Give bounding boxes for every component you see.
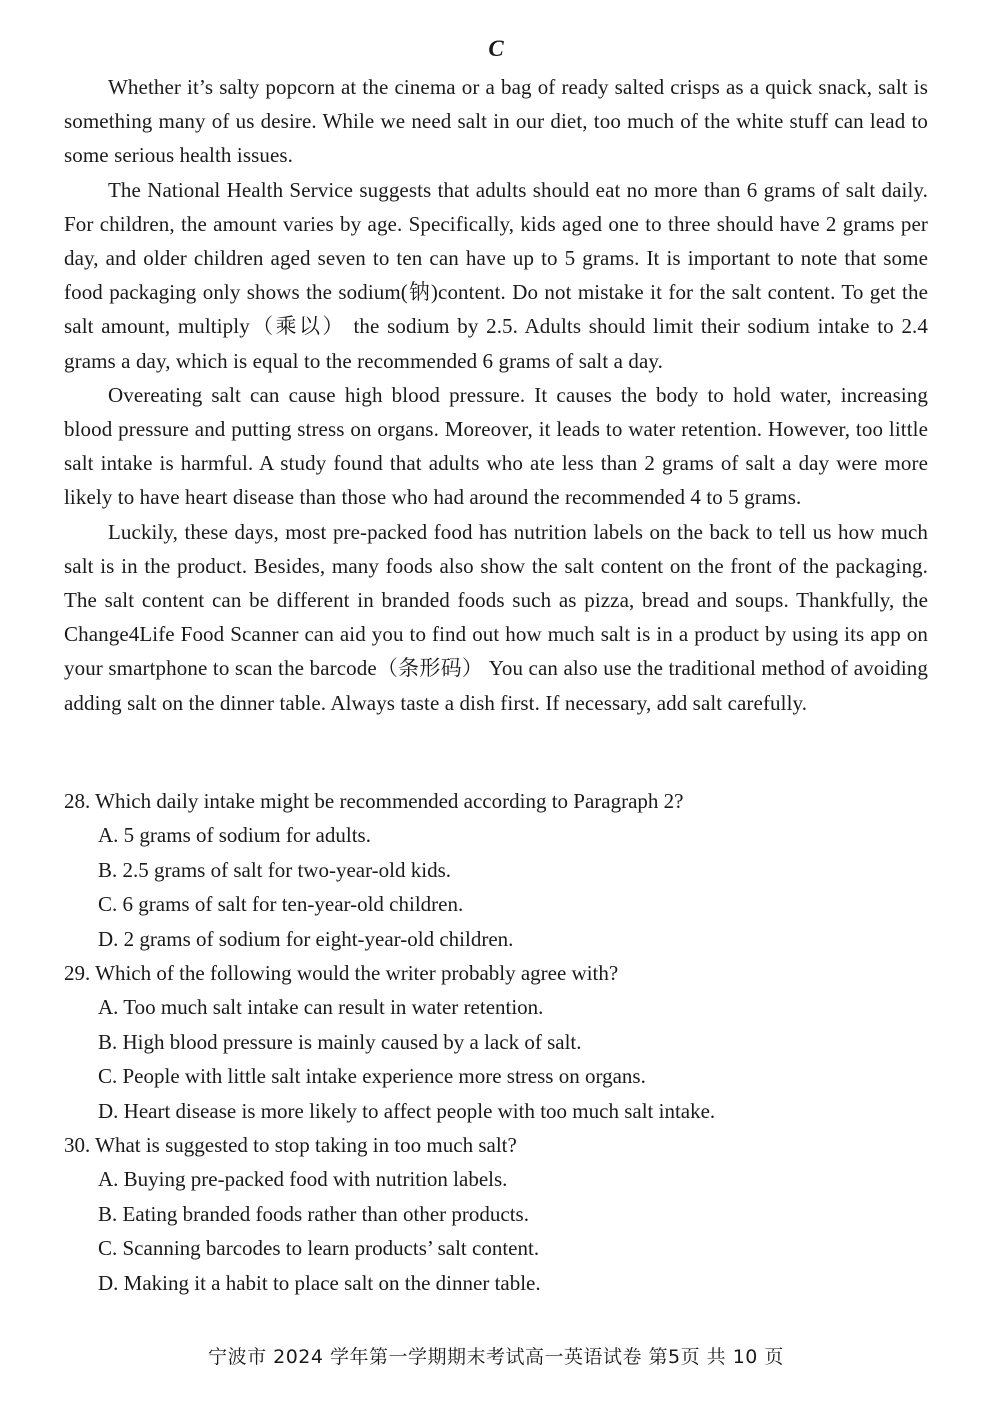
option-c: C. Scanning barcodes to learn products’ salt content. (98, 1236, 540, 1261)
question-stem: 29. Which of the following would the writer probably agree with? (64, 961, 619, 986)
option-a: A. Buying pre-packed food with nutrition labels. (98, 1167, 508, 1192)
passage-paragraph-1: Whether it’s salty popcorn at the cinema or a bag of ready salted crisps as a quick snack, salt is something many of us desire. While we need salt in our diet, too much of the white stuff can lead to some serious health issues. (64, 75, 928, 168)
question-stem: 30. What is suggested to stop taking in too much salt? (64, 1133, 517, 1158)
option-d: D. Heart disease is more likely to affect people with too much salt intake. (98, 1098, 716, 1123)
option-b: B. 2.5 grams of salt for two-year-old kids. (98, 857, 452, 882)
passage-paragraph-4: Luckily, these days, most pre-packed food has nutrition labels on the back to tell us how much salt is in the product. Besides, many foods also show the salt content on the front of the packaging. The salt content can be different in branded foods such as pizza, bread and soups. Thankfully, the Change4Life Food Scanner can aid you to find out how much salt is in a product by using its app on your smartphone to scan the barcode（条形码） You can also use the traditional method of avoiding adding salt on the dinner table. Always taste a dish first. If necessary, add salt carefully. (64, 519, 928, 715)
question-30 (64, 1128, 928, 1300)
passage-paragraph-2: The National Health Service suggests that adults should eat no more than 6 grams of salt daily. For children, the amount varies by age. Specifically, kids aged one to three should have 2 grams per day, and older children aged seven to ten can have up to 5 grams. It is important to note that some food packaging only shows the sodium(钠)content. Do not mistake it for the salt content. To get the salt amount, multiply（乘以） the sodium by 2.5. Adults should limit their sodium intake to 2.4 grams a day, which is equal to the recommended 6 grams of salt a day. (64, 177, 928, 373)
question-stem: 28. Which daily intake might be recommended according to Paragraph 2? (64, 789, 684, 813)
option-c: C. 6 grams of salt for ten-year-old children. (98, 892, 464, 917)
page-footer: 宁波市 2024 学年第一学期期末考试高一英语试卷 第5页 共 10 页 (208, 1346, 784, 1368)
section-heading: C (488, 36, 504, 61)
option-d: D. 2 grams of sodium for eight-year-old children. (98, 926, 514, 951)
option-a: A. Too much salt intake can result in water retention. (98, 995, 544, 1020)
option-a: A. 5 grams of sodium for adults. (98, 823, 371, 848)
question-29 (64, 956, 928, 1128)
option-b: B. Eating branded foods rather than other products. (98, 1201, 529, 1226)
option-d: D. Making it a habit to place salt on the dinner table. (98, 1270, 541, 1295)
question-list (64, 784, 928, 1300)
passage-paragraph-3: Overeating salt can cause high blood pressure. It causes the body to hold water, increasing blood pressure and putting stress on organs. Moreover, it leads to water retention. However, too little salt intake is harmful. A study found that adults who ate less than 2 grams of salt a day were more likely to have heart disease than those who had around the recommended 4 to 5 grams. (64, 382, 928, 510)
option-c: C. People with little salt intake experience more stress on organs. (98, 1064, 646, 1089)
question-28 (64, 784, 928, 956)
option-b: B. High blood pressure is mainly caused by a lack of salt. (98, 1029, 582, 1054)
reading-passage (64, 70, 928, 720)
